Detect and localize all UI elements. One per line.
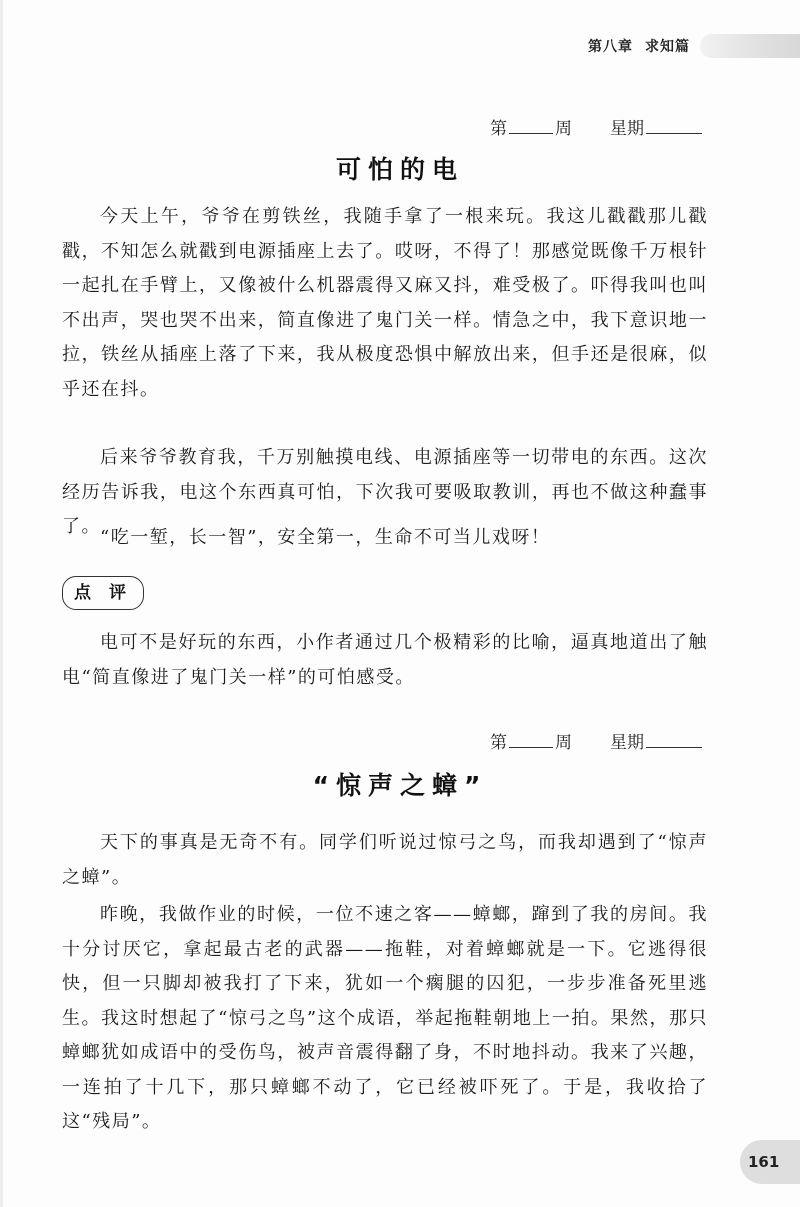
week-prefix: 第 — [490, 733, 507, 753]
header-chapter: 第八章 — [588, 39, 633, 55]
weekday-label: 星期 — [610, 119, 644, 139]
header-section: 求知篇 — [645, 39, 690, 55]
article-2-title: “惊声之蟑” — [312, 771, 488, 800]
weekday-blank — [646, 731, 702, 748]
week-line-1 — [490, 114, 702, 139]
weekday-blank — [646, 117, 702, 134]
article-1-title: 可怕的电 — [335, 155, 464, 184]
article-1-comment: 电可不是好玩的东西，小作者通过几个极精彩的比喻，逼真地道出了触电“简直像进了鬼门关一样”的可怕感受。 — [62, 632, 708, 688]
article-2-paragraph-2: 昨晚，我做作业的时候，一位不速之客——蟑螂，蹿到了我的房间。我十分讨厌它，拿起最古老的武器——拖鞋，对着蟑螂就是一下。它逃得很快，但一只脚却被我打了下来，犹如一个瘸腿的囚犯，一步步准备死里逃生。我这时想起了“惊弓之鸟”这个成语，举起拖鞋朝地上一拍。果然，那只蟑螂犹如成语中的受伤鸟，被声音震得翻了身，不时地抖动。我来了兴趣，一连拍了十几下，那只蟑螂不动了，它已经被吓死了。于是，我收拾了这“残局”。 — [62, 904, 708, 1132]
week-blank — [509, 731, 553, 748]
week-suffix: 周 — [555, 733, 572, 753]
article-1-paragraph-1: 今天上午，爷爷在剪铁丝，我随手拿了一根来玩。我这儿戳戳那儿戳戳，不知怎么就戳到电源插座上去了。哎呀，不得了！那感觉既像千万根针一起扎在手臂上，又像被什么机器震得又麻又抖，难受极了。吓得我叫也叫不出声，哭也哭不出来，简直像进了鬼门关一样。情急之中，我下意识地一拉，铁丝从插座上落了下来，我从极度恐惧中解放出来，但手还是很麻，似乎还在抖。 — [62, 206, 708, 400]
article-2-paragraph-1: 天下的事真是无奇不有。同学们听说过惊弓之鸟，而我却遇到了“惊声之蟑”。 — [62, 832, 708, 888]
header-text — [588, 36, 690, 56]
week-blank — [509, 117, 553, 134]
comment-label: 点 评 — [62, 576, 144, 610]
page-number: 161 — [740, 1140, 800, 1184]
week-suffix: 周 — [555, 119, 572, 139]
weekday-label: 星期 — [610, 733, 644, 753]
article-1-paragraph-2: 后来爷爷教育我，千万别触摸电线、电源插座等一切带电的东西。这次经历告诉我，电这个东西真可怕，下次我可要吸取教训，再也不做这种蠢事了。 — [62, 447, 708, 537]
running-header — [588, 30, 800, 64]
header-tab-bar — [700, 34, 800, 58]
week-line-2 — [490, 728, 702, 753]
article-1-paragraph-3: “吃一堑，长一智”，安全第一，生命不可当儿戏呀！ — [100, 527, 551, 548]
week-prefix: 第 — [490, 119, 507, 139]
